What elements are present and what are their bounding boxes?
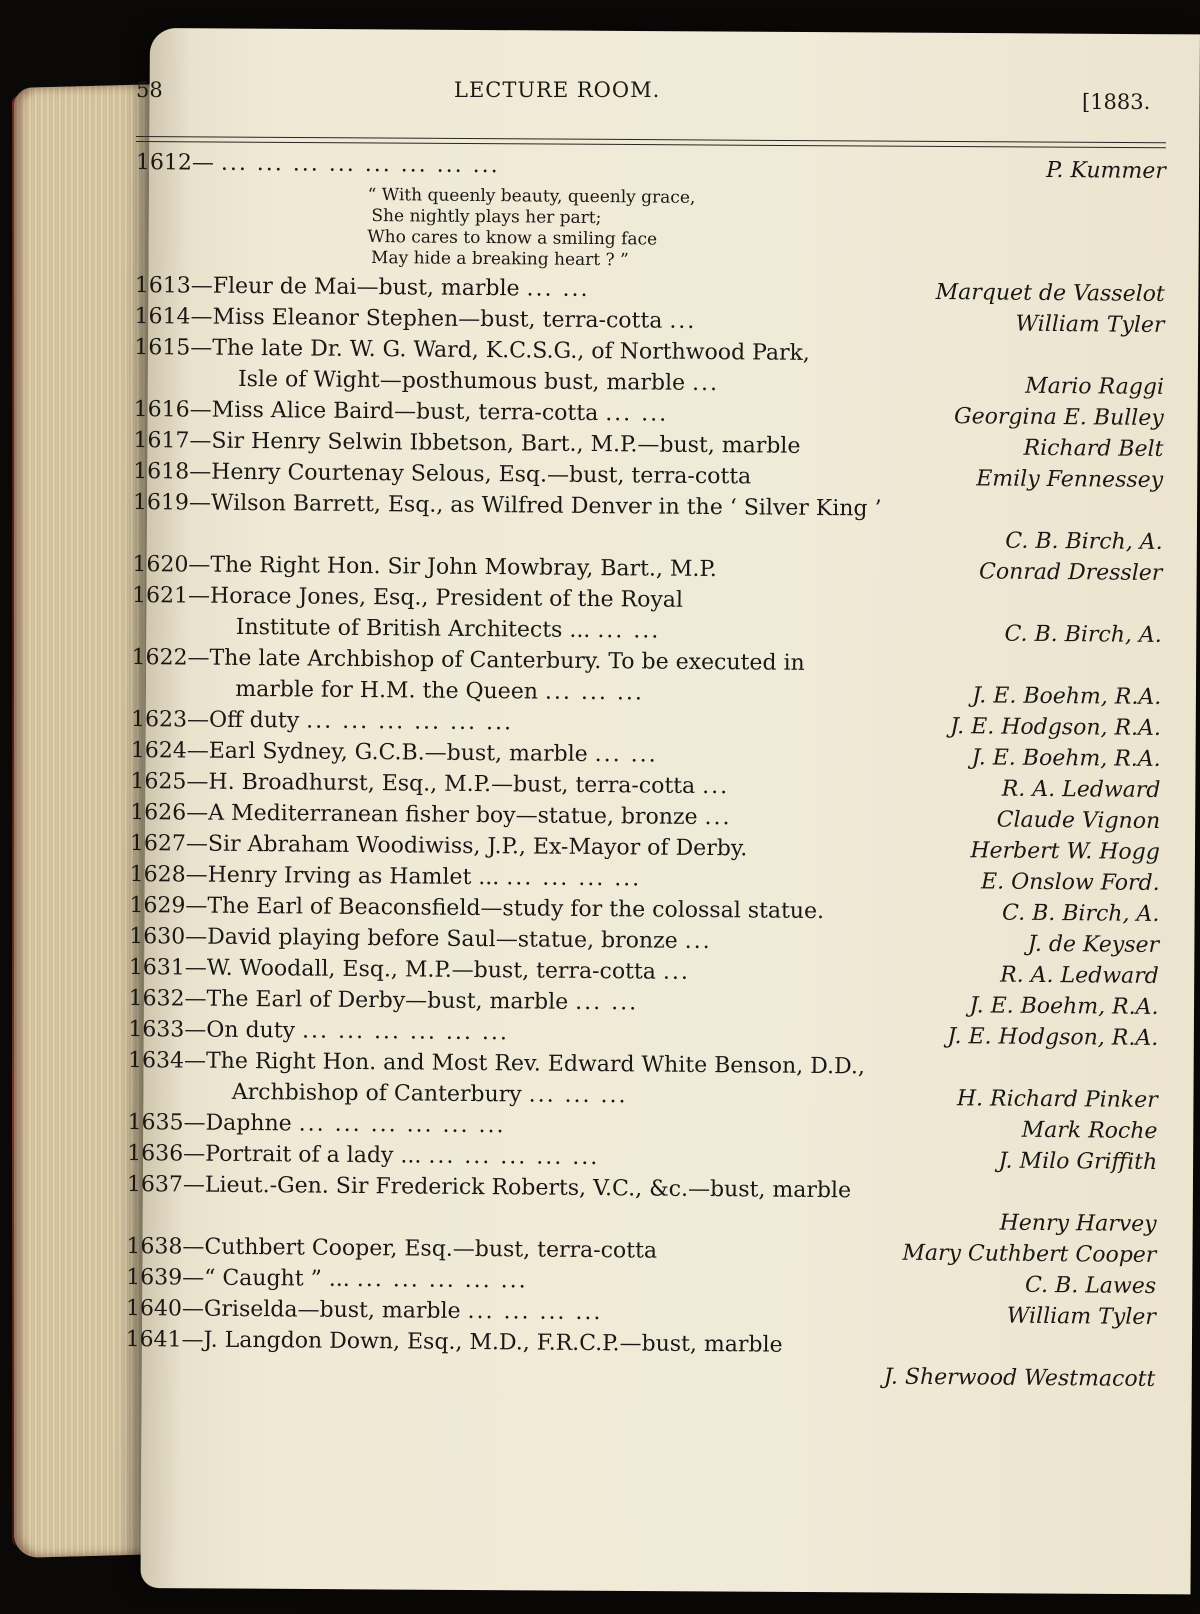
entry-title: A Mediterranean fisher boy—statue, bronze [208,800,698,830]
leader-dots: ... [704,804,732,831]
entry-number: 1618— [133,458,212,485]
leader-dots: ... ... ... ... ... ... [301,1018,509,1046]
artist-name: J. E. Boehm, R.A. [971,745,1161,772]
entry-number: 1634— [127,1047,207,1074]
artist-name: C. B. Birch, A. [1005,528,1163,555]
quote-line: Who cares to know a smiling face [367,227,658,250]
leader-dots: ... ... ... ... ... ... [306,708,514,736]
epigraph-quote [367,185,1166,276]
catalogue-entry [131,645,1162,716]
artist-name: J. de Keyser [1027,931,1160,958]
catalogue-entry [127,1172,1158,1243]
entry-title: Miss Alice Baird—bust, terra-cotta [211,397,599,427]
entry-title: Archbishop of Canterbury [231,1079,522,1108]
catalogue-list [125,150,1166,1398]
entry-number: 1638— [126,1233,205,1260]
entry-number: 1627— [129,830,209,857]
leader-dots: ... ... ... [528,1082,628,1109]
leader-dots: ... ... ... ... [506,865,642,892]
artist-name: Mary Cuthbert Cooper [902,1240,1157,1268]
catalogue-entry [125,1327,1156,1398]
entry-number: 1639— [126,1264,205,1291]
artist-name: H. Richard Pinker [956,1086,1158,1113]
entry-title: On duty [206,1017,296,1044]
leader-dots: ... ... [597,618,661,644]
entry-number: 1641— [125,1326,204,1353]
quote-line: She nightly plays her part; [371,206,602,229]
entry-title: Griselda—bust, marble [203,1296,461,1324]
artist-name: J. Milo Griffith [998,1148,1158,1175]
entry-title: The Right Hon. and Most Rev. Edward White Benson, D.D., [205,1048,866,1080]
page-number: 58 [136,78,163,102]
leader-dots: ... [669,308,697,334]
entry-number: 1622— [131,644,210,671]
year-mark: [1883. [1082,90,1151,114]
entry-number: 1619— [132,489,212,516]
entry-title: Henry Courtenay Selous, Esq.—bust, terra-cotta [211,459,752,490]
catalogue-entry [134,335,1165,406]
entry-number: 1630— [129,923,208,950]
entry-number: 1620— [132,551,211,578]
artist-name: Mario Raggi [1025,373,1165,400]
artist-name: E. Onslow Ford. [980,869,1160,896]
entry-number: 1631— [128,954,207,981]
leader-dots: ... ... ... ... [467,1298,603,1326]
entry-number: 1635— [127,1109,206,1136]
artist-name: J. E. Hodgson, R.A. [947,1024,1159,1051]
entry-number: 1615— [134,334,213,361]
entry-title: J. Langdon Down, Esq., M.D., F.R.C.P.—bust, marble [203,1327,783,1358]
entry-number: 1633— [128,1016,207,1043]
entry-number: 1636— [127,1140,206,1167]
entry-number: 1617— [133,427,212,454]
entry-title: Lieut.-Gen. Sir Frederick Roberts, V.C., &c.—bust, marble [204,1172,852,1204]
artist-name: J. Sherwood Westmacott [883,1364,1156,1392]
entry-number: 1616— [133,396,212,423]
artist-name: Georgina E. Bulley [953,404,1164,431]
leader-dots: ... ... ... ... ... ... ... ... [220,150,500,179]
entry-title: The Right Hon. Sir John Mowbray, Bart., M.P. [210,552,717,583]
artist-name: Emily Fennessey [976,466,1164,493]
leader-dots: ... [662,959,691,985]
catalogue-entry [128,1048,1159,1119]
leader-dots: ... ... [605,401,669,427]
entry-title: Earl Sydney, G.C.B.—bust, marble [208,738,588,767]
leader-dots: ... [692,370,720,397]
entry-title: Sir Henry Selwin Ibbetson, Bart., M.P.—bust, marble [211,428,801,459]
entry-title: Portrait of a lady ... [205,1141,422,1169]
leader-dots: ... [702,773,730,800]
entry-number: 1637— [126,1171,206,1198]
entry-number: 1629— [129,892,208,919]
entry-title: Off duty [208,707,300,734]
entry-number: 1624— [130,737,209,764]
artist-name: Claude Vignon [996,807,1161,834]
entry-title: “ Caught ” ... [204,1265,350,1292]
entry-title: David playing before Saul—statue, bronze [207,924,678,954]
leader-dots: ... ... ... ... ... [428,1143,600,1171]
leader-dots: ... ... [526,276,590,302]
leader-dots: ... ... [575,989,639,1016]
entry-title: Wilson Barrett, Esq., as Wilfred Denver in the ‘ Silver King ’ [210,490,882,522]
artist-name: William Tyler [1015,311,1165,338]
entry-number: 1612— [135,150,214,176]
artist-name: Richard Belt [1023,435,1164,462]
quote-line: “ With queenly beauty, queenly grace, [367,185,696,208]
entry-number: 1623— [130,706,210,733]
entry-number: 1621— [132,582,211,609]
artist-name: Conrad Dressler [978,559,1163,586]
artist-name: J. E. Hodgson, R.A. [950,714,1162,741]
entry-title: Cuthbert Cooper, Esq.—bust, terra-cotta [204,1234,658,1264]
artist-name: William Tyler [1006,1303,1156,1330]
artist-name: R. A. Ledward [1001,776,1161,803]
entry-title: Daphne [205,1110,292,1137]
entry-title: W. Woodall, Esq., M.P.—bust, terra-cotta [206,955,657,985]
entry-number: 1626— [130,799,209,826]
artist-name: P. Kummer [1046,157,1166,184]
entry-title: H. Broadhurst, Esq., M.P.—bust, terra-cotta [208,769,696,799]
artist-name: J. E. Boehm, R.A. [969,993,1159,1020]
catalogue-entry [132,583,1163,654]
entry-number: 1625— [130,768,209,795]
entry-number: 1613— [134,272,213,299]
entry-title: Fleur de Mai—bust, marble [212,273,520,302]
leader-dots: ... [684,928,712,955]
leader-dots: ... ... ... ... ... [356,1266,528,1294]
page-header [136,78,1186,118]
entry-title: Institute of British Architects ... [235,614,591,643]
entry-title: marble for H.M. the Queen [235,676,539,705]
artist-name: Herbert W. Hogg [970,838,1161,865]
entry-title: Horace Jones, Esq., President of the Royal [210,583,684,613]
artist-name: R. A. Ledward [1000,962,1159,989]
entry-number: 1628— [129,861,208,888]
artist-name: C. B. Birch, A. [1001,900,1160,927]
artist-name: C. B. Lawes [1024,1272,1157,1299]
artist-name: Marquet de Vasselot [935,279,1165,307]
entry-title: The late Dr. W. G. Ward, K.C.S.G., of Northwood Park, [212,335,810,366]
artist-name: J. E. Boehm, R.A. [972,683,1162,710]
running-head: LECTURE ROOM. [454,78,661,102]
entry-number: 1632— [128,985,207,1012]
artist-name: Henry Harvey [999,1210,1157,1237]
catalogue-entry [132,490,1163,561]
entry-title: The Earl of Derby—bust, marble [206,986,569,1015]
entry-title: Miss Eleanor Stephen—bust, terra-cotta [212,304,663,334]
leader-dots: ... ... [594,742,658,768]
quote-line: May hide a breaking heart ? ” [370,248,629,271]
leader-dots: ... ... ... [544,679,644,706]
artist-name: C. B. Birch, A. [1004,621,1162,648]
entry-title: Isle of Wight—posthumous bust, marble [237,366,686,396]
entry-title: The Earl of Beaconsfield—study for the colossal statue. [207,893,825,925]
artist-name: Mark Roche [1021,1117,1158,1144]
entry-number: 1640— [125,1295,204,1322]
entry-title: The late Archbishop of Canterbury. To be executed in [209,645,805,676]
entry-title: Sir Abraham Woodiwiss, J.P., Ex-Mayor of Derby. [207,831,748,862]
leader-dots: ... ... ... ... ... ... [298,1111,506,1139]
entry-title: Henry Irving as Hamlet ... [207,862,500,891]
entry-number: 1614— [134,303,213,330]
